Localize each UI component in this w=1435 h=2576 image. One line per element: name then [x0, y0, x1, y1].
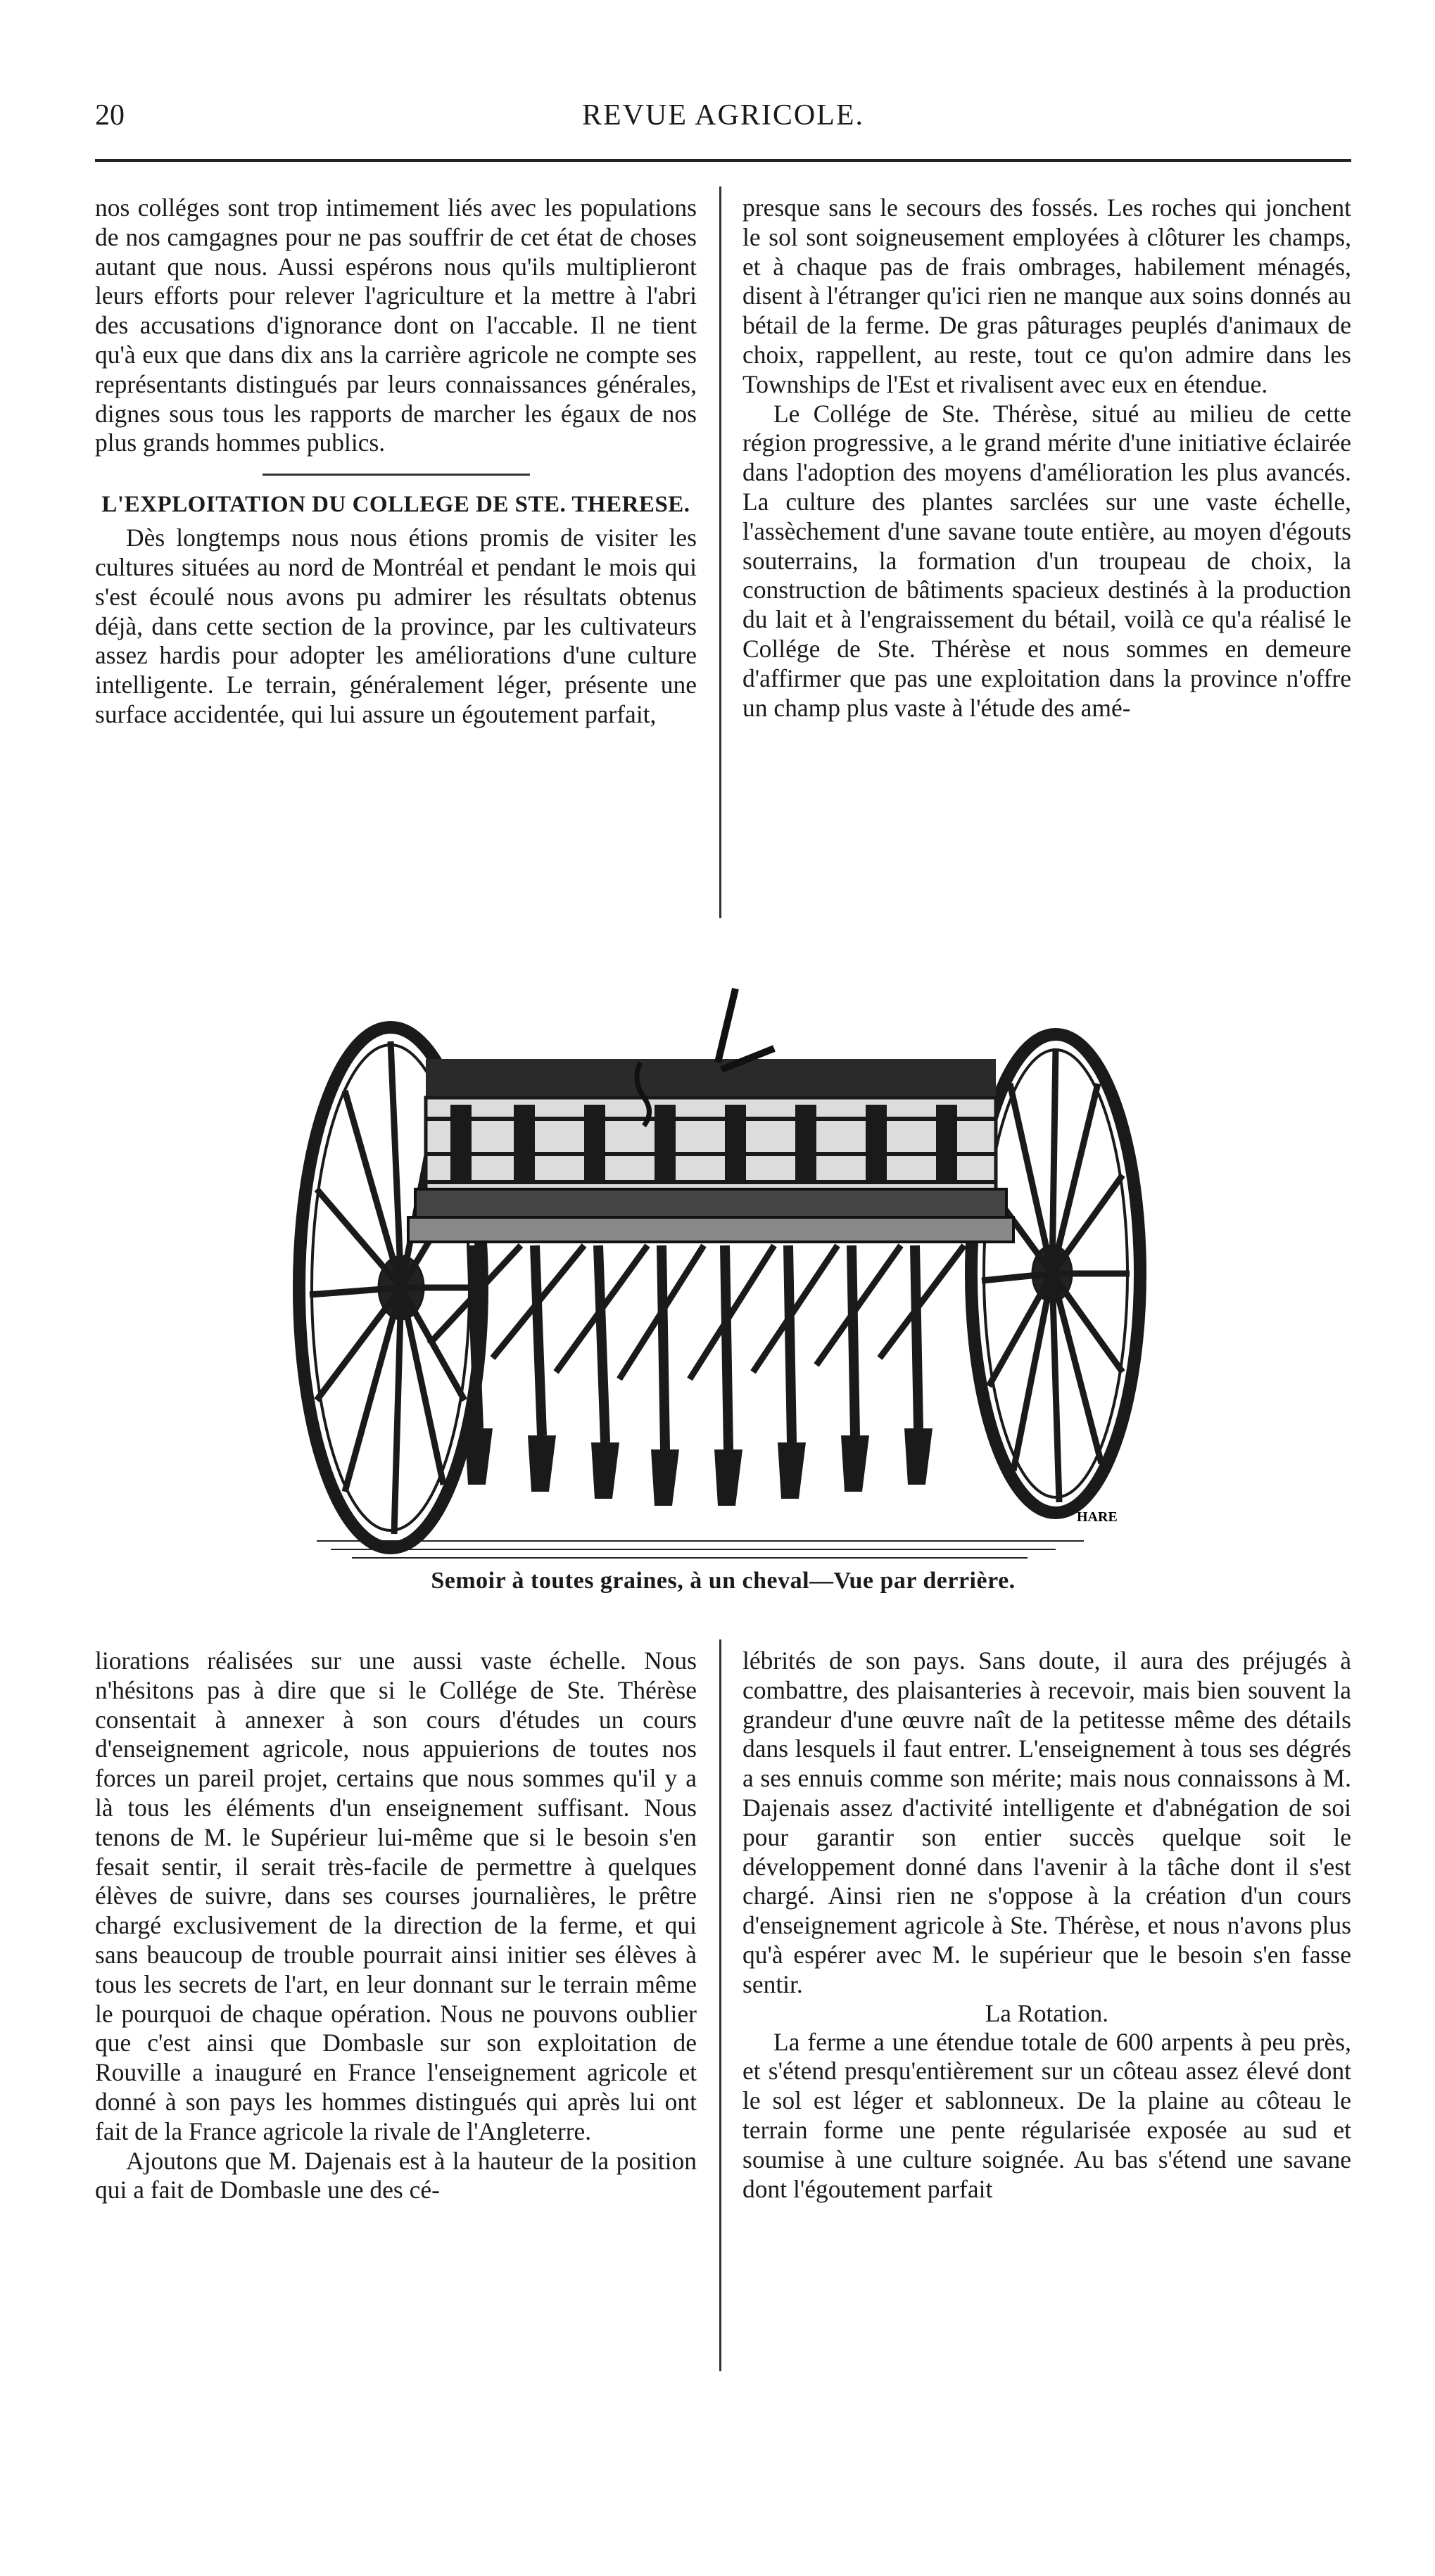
top-left-column: [95, 193, 697, 730]
section-divider: [263, 474, 530, 476]
page-number: 20: [95, 99, 125, 132]
engraver-signature: HARE: [1077, 1509, 1118, 1525]
seed-drill-engraving: [267, 978, 1182, 1562]
paragraph: nos colléges sont trop intimement liés avec les populations de nos camgagnes pour ne pas souffrir de cet état de choses autant que nous. Aussi espérons nous qu'ils multiplieront leurs efforts pour relever l'agriculture et la mettre à l'abri des accusations d'ignorance dont on l'accable. Il ne tient qu'à eux que dans dix ans la carrière agricole ne compte ses représentants distingués par leurs connaissances générales, dignes sous tous les rapports de marcher les égaux de nos plus grands hommes publics.: [95, 193, 697, 457]
seed-tubes: [429, 1245, 964, 1506]
paragraph: La ferme a une étendue totale de 600 arpents à peu près, et s'étend presqu'entièrement sur un côteau assez élevé dont le sol est léger et sablonneux. De la plaine au côteau le terrain forme une pente régularisée exposée au sud et soumise à une culture soignée. Au bas s'étend une savane dont l'égoutement parfait: [742, 2027, 1351, 2203]
paragraph: presque sans le secours des fossés. Les roches qui jonchent le sol sont soigneusement employées à clôturer les champs, et à chaque pas de frais ombrages, habilement ménagés, disent à l'étranger qu'ici rien ne manque aux soins donnés au bétail de la ferme. De gras pâturages peuplés d'animaux de choix, rappellent, au reste, tout ce qu'on admire dans les Townships de l'Est et rivalisent avec eux en étendue.: [742, 193, 1351, 398]
subheading: La Rotation.: [985, 1999, 1108, 2027]
bottom-left-column: [95, 1647, 697, 2205]
paragraph: lébrités de son pays. Sans doute, il aura des préjugés à combattre, des plaisanteries à recevoir, mais bien souvent la grandeur d'une œuvre naît de la petitesse même des détails dans lesquels il faut entrer. L'enseignement à tous ses dégrés a ses ennuis comme son mérite; mais nous connaissons à M. Dajenais assez d'activité intelligente et d'abnégation de soi pour garantir son entier succès quelque soit le développement donné dans l'avenir à la tâche dont il s'est chargé. Ainsi rien ne s'oppose à la création d'un cours d'enseignement agricole à Ste. Thérèse, et nous n'avons plus qu'à espérer avec M. le supérieur que le besoin s'en fasse sentir.: [742, 1647, 1351, 1998]
page-header: [95, 99, 1351, 141]
section-heading: L'EXPLOITATION DU COLLEGE DE STE. THERESE.: [101, 492, 690, 518]
paragraph: Le Collége de Ste. Thérèse, situé au milieu de cette région progressive, a le grand mérite d'une initiative éclairée dans l'adoption des moyens d'amélioration les plus avancés. La culture des plantes sarclées sur une vaste échelle, l'assèchement d'une savane toute entière, au moyen d'égouts souterrains, la formation d'un troupeau de choix, la construction de bâtiments spacieux destinés à la production du lait et à l'engraissement du bétail, voilà ce qu'a réalisé le Collége de Ste. Thérèse et nous sommes en demeure d'affirmer que pas une exploitation dans la province n'offre un champ plus vaste à l'étude des amé-: [742, 399, 1351, 722]
paragraph: liorations réalisées sur une aussi vaste échelle. Nous n'hésitons pas à dire que si le Collége de Ste. Thérèse consentait à annexer à son cours d'études un cours d'enseignement agricole, nous appuierions de toutes nos forces un pareil projet, certains que nous sommes qu'il y a là tous les éléments d'un enseignement suffisant. Nous tenons de M. le Supérieur lui-même que si le besoin s'en fesait sentir, il serait très-facile de permettre à quelques élèves de suivre, dans ses courses journalières, le prêtre chargé exclusivement de la direction de la ferme, et qui sans beaucoup de trouble pourrait ainsi initier ses élèves à tous les secrets de l'art, en leur donnant sur le terrain même le pourquoi de chaque opération. Nous ne pouvons oublier que c'est ainsi que Dombasle sur son exploitation de Rouville a inauguré en France l'enseignement agricole et donné à son pays les hommes distingués qui après lui ont fait de la France agricole la rivale de l'Angleterre.: [95, 1647, 697, 2145]
paragraph: Ajoutons que M. Dajenais est à la hauteur de la position qui a fait de Dombasle une des cé-: [95, 2146, 697, 2204]
running-title: REVUE AGRICOLE.: [582, 99, 864, 132]
column-divider: [719, 186, 721, 918]
seed-box: [408, 1059, 1013, 1242]
ground-hatching: [317, 1541, 1084, 1558]
seed-drill-illustration: [267, 978, 1182, 1562]
bottom-right-column: [742, 1647, 1351, 2204]
header-rule: [95, 159, 1351, 162]
figure-caption: Semoir à toutes graines, à un cheval—Vue par derrière.: [431, 1568, 1016, 1594]
top-right-column: [742, 193, 1351, 723]
column-divider: [719, 1639, 721, 2371]
paragraph: Dès longtemps nous nous étions promis de visiter les cultures situées au nord de Montréal et pendant le mois qui s'est écoulé nous avons pu admirer les résultats obtenus déjà, dans cette section de la province, par les cultivateurs assez hardis pour adopter les améliorations d'une culture intelligente. Le terrain, généralement léger, présente une surface accidentée, qui lui assure un égoutement parfait,: [95, 524, 697, 728]
